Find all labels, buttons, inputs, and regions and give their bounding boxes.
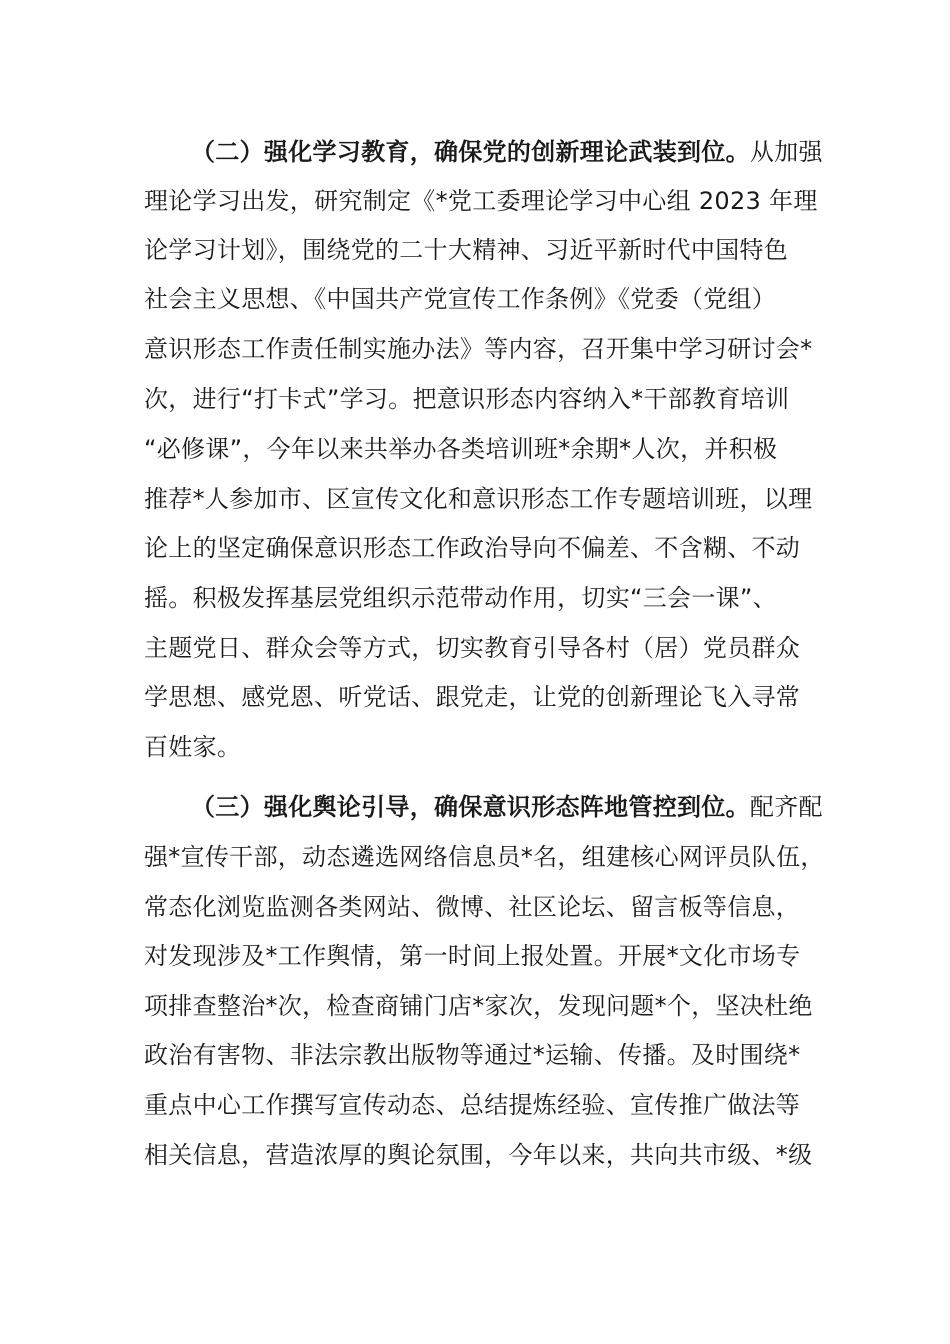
section3-line: 常态化浏览监测各类网站、微博、社区论坛、留言板等信息，: [144, 893, 801, 921]
section2-line: 学思想、感党恩、听党话、跟党走，让党的创新理论飞入寻常: [144, 683, 801, 711]
section2-line: 论学习计划》，围绕党的二十大精神、习近平新时代中国特色: [144, 236, 789, 264]
section2-heading: （二）强化学习教育，确保党的创新理论武装到位。: [191, 138, 750, 166]
section2-line: “必修课”，今年以来共举办各类培训班*余期*人次，并积极: [144, 435, 778, 463]
section2-line: 意识形态工作责任制实施办法》等内容，召开集中学习研讨会*: [144, 335, 813, 363]
section2-line: 百姓家。: [144, 733, 242, 761]
section2-line1-rest: 从加强: [749, 138, 823, 166]
section2-line: 摇。积极发挥基层党组织示范带动作用，切实“三会一课”、: [144, 584, 777, 612]
section2-line: 主题党日、群众会等方式，切实教育引导各村（居）党员群众: [144, 634, 801, 662]
section3-line: 强*宣传干部，动态遴选网络信息员*名，组建核心网评员队伍，: [144, 843, 825, 871]
section2-line: 论上的坚定确保意识形态工作政治导向不偏差、不含糊、不动: [144, 534, 801, 562]
section3-line: 项排查整治*次，检查商铺门店*家次，发现问题*个，坚决杜绝: [144, 992, 813, 1020]
section2-line: 社会主义思想、《中国共产党宣传工作条例》《党委（党组）: [144, 285, 777, 313]
section2-line: 次，进行“打卡式”学习。把意识形态内容纳入*干部教育培训: [144, 385, 790, 413]
section3-heading: （三）强化舆论引导，确保意识形态阵地管控到位。: [191, 793, 750, 821]
section3-line1-rest: 配齐配: [749, 793, 823, 821]
section3-line: 重点中心工作撰写宣传动态、总结提炼经验、宣传推广做法等: [144, 1091, 801, 1119]
section3-line: 政治有害物、非法宗教出版物等通过*运输、传播。及时围绕*: [144, 1041, 801, 1069]
section3-line: 对发现涉及*工作舆情，第一时间上报处置。开展*文化市场专: [144, 942, 801, 970]
section2-line: 推荐*人参加市、区宣传文化和意识形态工作专题培训班，以理: [144, 485, 813, 513]
section2-first-line: [191, 132, 823, 172]
section3-first-line: [191, 787, 823, 827]
section3-line: 相关信息，营造浓厚的舆论氛围，今年以来，共向共市级、*级: [144, 1141, 813, 1169]
section2-line: 理论学习出发，研究制定《*党工委理论学习中心组 2023 年理: [144, 187, 818, 215]
